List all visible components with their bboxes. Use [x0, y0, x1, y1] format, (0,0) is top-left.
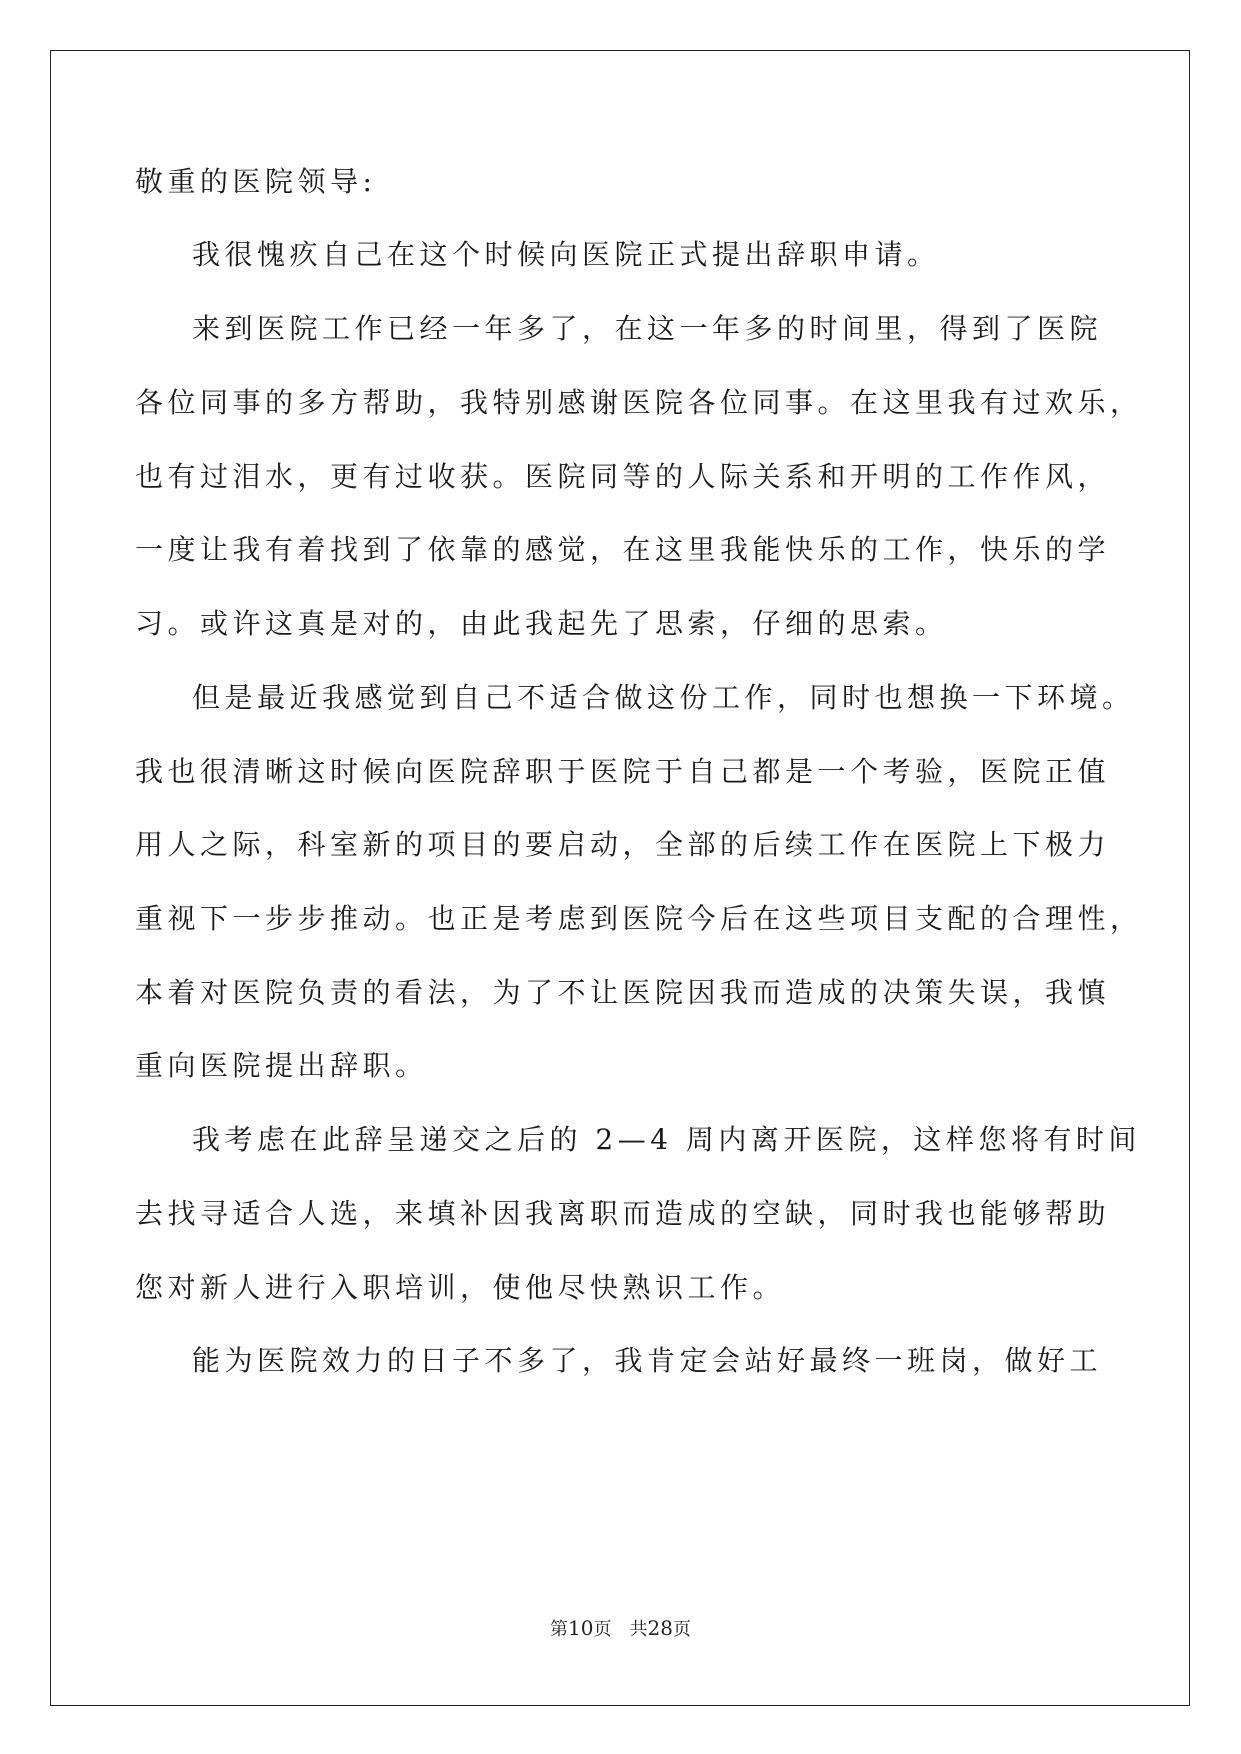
page-suffix: 页: [593, 1619, 612, 1640]
page-prefix: 第: [550, 1619, 569, 1640]
text-line: 去找寻适合人选，来填补因我离职而造成的空缺，同时我也能够帮助: [135, 1197, 1111, 1230]
text-line: 用人之际，科室新的项目的要启动，全部的后续工作在医院上下极力: [135, 828, 1111, 861]
text-line: 本着对医院负责的看法，为了不让医院因我而造成的决策失误，我慎: [135, 976, 1111, 1009]
text-line: 习。或许这真是对的，由此我起先了思索，仔细的思索。: [135, 607, 948, 640]
text-line: 我很愧疚自己在这个时候向医院正式提出辞职申请。: [192, 238, 940, 271]
page-number: 10: [568, 1616, 594, 1640]
total-prefix: 共: [629, 1619, 648, 1640]
salutation-line: 敬重的医院领导:: [135, 165, 377, 198]
text-line: 我也很清晰这时候向医院辞职于医院于自己都是一个考验，医院正值: [135, 755, 1111, 788]
text-line: 也有过泪水，更有过收获。医院同等的人际关系和开明的工作作风，: [135, 460, 1111, 493]
text-line: 您对新人进行入职培训，使他尽快熟识工作。: [135, 1271, 786, 1304]
text-line: 重向医院提出辞职。: [135, 1049, 428, 1082]
text-line: 能为医院效力的日子不多了，我肯定会站好最终一班岗，做好工: [192, 1344, 1103, 1377]
text-line: 各位同事的多方帮助，我特别感谢医院各位同事。在这里我有过欢乐，: [135, 386, 1143, 419]
text-line: 来到医院工作已经一年多了，在这一年多的时间里，得到了医院: [192, 312, 1103, 345]
total-pages: 28: [647, 1616, 673, 1640]
total-suffix: 页: [672, 1619, 691, 1640]
page-footer: [0, 1616, 1241, 1642]
text-line: 一度让我有着找到了依靠的感觉，在这里我能快乐的工作，快乐的学: [135, 533, 1111, 566]
text-line: 我考虑在此辞呈递交之后的 2—4 周内离开医院，这样您将有时间: [192, 1123, 1141, 1156]
text-line: 但是最近我感觉到自己不适合做这份工作，同时也想换一下环境。: [192, 681, 1135, 714]
text-line: 重视下一步步推动。也正是考虑到医院今后在这些项目支配的合理性，: [135, 902, 1143, 935]
page-border: [50, 50, 1190, 1706]
